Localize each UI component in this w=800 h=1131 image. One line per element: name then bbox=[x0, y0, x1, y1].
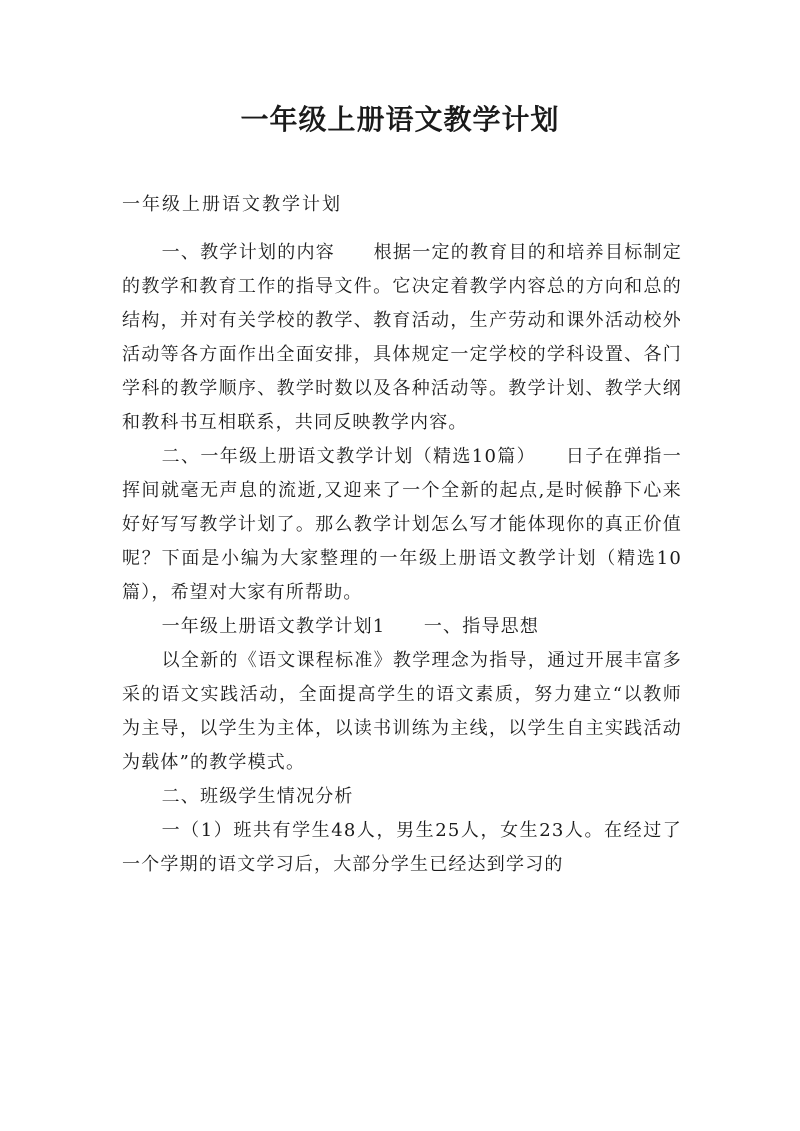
document-subtitle: 一年级上册语文教学计划 bbox=[122, 194, 342, 215]
paragraph-plan-1-heading: 一年级上册语文教学计划1 一、指导思想 bbox=[161, 616, 540, 637]
paragraph-class-analysis: 一（1）班共有学生48人，男生25人，女生23人。在经过了一个学期的语文学习后，大部分学生已经达到学习的 bbox=[122, 820, 682, 875]
document-body bbox=[122, 236, 682, 882]
document-title: 一年级上册语文教学计划 bbox=[240, 103, 560, 136]
paragraph-guiding-ideology: 以全新的《语文课程标准》教学理念为指导，通过开展丰富多采的语文实践活动，全面提高学生的语文素质，努力建立“以教师为主导，以学生为主体，以读书训练为主线，以学生自主实践活动为载体”的教学模式。 bbox=[122, 650, 682, 773]
paragraph-plan-intro: 二、一年级上册语文教学计划（精选10篇） 日子在弹指一挥间就毫无声息的流逝,又迎来了一个全新的起点,是时候静下心来好好写写教学计划了。那么教学计划怎么写才能体现你的真正价值呢？下面是小编为大家整理的一年级上册语文教学计划（精选10篇），希望对大家有所帮助。 bbox=[122, 446, 682, 603]
paragraph-teaching-plan-content: 一、教学计划的内容 根据一定的教育目的和培养目标制定的教学和教育工作的指导文件。它决定着教学内容总的方向和总的结构，并对有关学校的教学、教育活动，生产劳动和课外活动校外活动等各方面作出全面安排，具体规定一定学校的学科设置、各门学科的教学顺序、教学时数以及各种活动等。教学计划、教学大纲和教科书互相联系，共同反映教学内容。 bbox=[122, 242, 682, 433]
paragraph-class-analysis-heading: 二、班级学生情况分析 bbox=[161, 786, 354, 807]
